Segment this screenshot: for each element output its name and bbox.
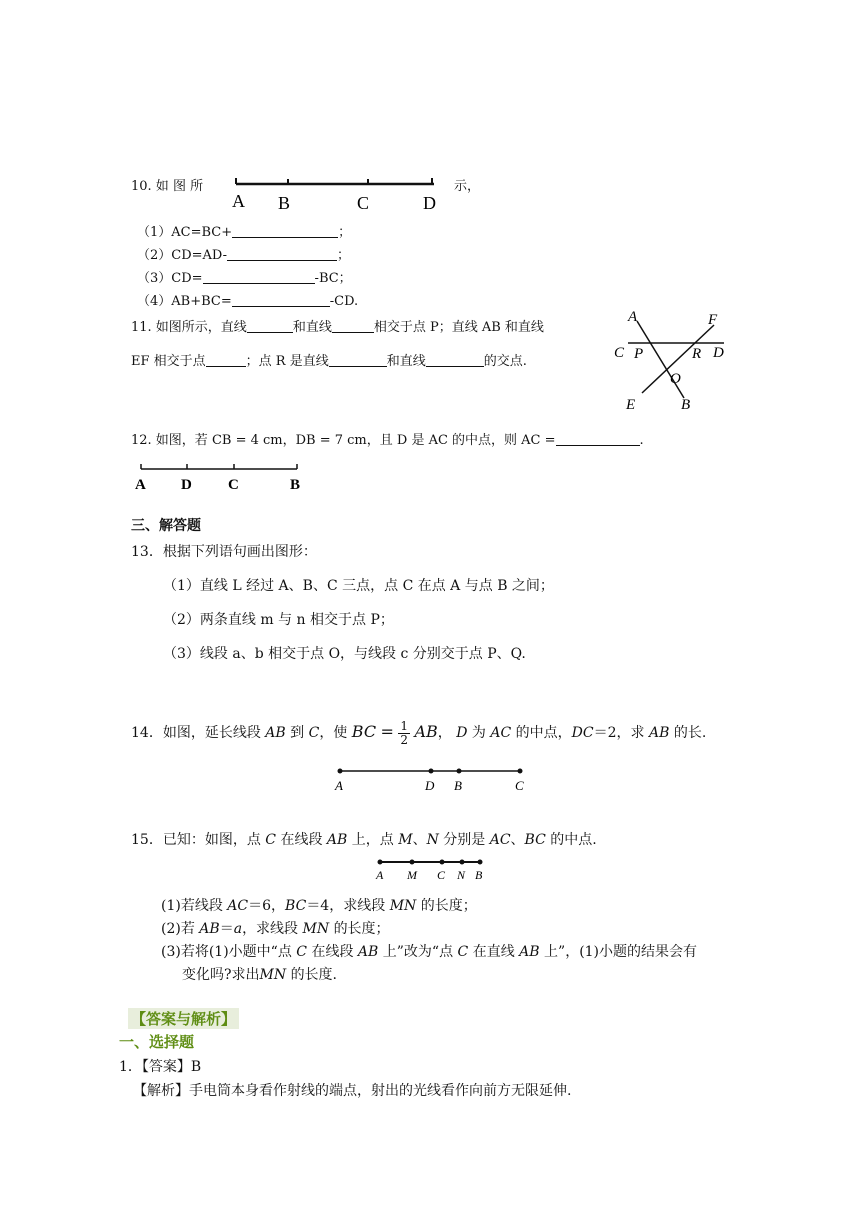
answer-blank[interactable]	[203, 270, 315, 284]
q15-label-a: A	[376, 868, 384, 882]
answer-blank[interactable]	[426, 353, 484, 367]
q14-text: 14．如图，延长线段 AB 到 C，使 BC = $\frac{1}{2}$ AB， D 为 AC 的中点，DC＝2，求 AB 的长.	[131, 718, 707, 747]
q13-item-3: （3）线段 a、b 相交于点 O，与线段 c 分别交于点 P、Q.	[163, 646, 526, 662]
q10-prefix: 10. 如 图 所	[131, 179, 204, 194]
answer-blank[interactable]	[227, 247, 337, 261]
q10-suffix: 示，	[454, 179, 481, 194]
answers-heading: 【答案与解析】	[128, 1008, 239, 1029]
q15-point-c	[440, 860, 445, 865]
q15-part-3-cont: 变化吗?求出MN 的长度.	[182, 967, 338, 983]
q12-segment-figure	[130, 460, 310, 494]
q15-intro: 15．已知：如图，点 C 在线段 AB 上，点 M、N 分别是 AC、BC 的中点.	[131, 832, 597, 848]
q10-label-a: A	[232, 191, 245, 211]
fraction-one-half: $\frac{1}{2}$	[400, 718, 409, 747]
q15-label-m: M	[407, 868, 417, 882]
answer-blank[interactable]	[556, 432, 640, 446]
section-3-heading: 三、解答题	[131, 518, 201, 534]
answer-blank[interactable]	[329, 353, 387, 367]
q14-point-d	[429, 769, 434, 774]
q13-item-1: （1）直线 L 经过 A、B、C 三点，点 C 在点 A 与点 B 之间；	[163, 578, 554, 594]
q11-line-1: 11. 如图所示，直线 和直线 相交于点 P；直线 AB 和直线	[131, 320, 544, 335]
q10-label-d: D	[423, 193, 436, 213]
q12-text: 12. 如图，若 CB = 4 cm，DB = 7 cm，且 D 是 AC 的中点，则 AC = .	[131, 433, 644, 448]
answer-blank[interactable]	[247, 319, 293, 333]
answers-section-1: 一、选择题	[119, 1033, 195, 1051]
q10-item-3: （3）CD= -BC；	[137, 271, 352, 286]
q15-part-3: (3)若将(1)小题中“点 C 在线段 AB 上”改为“点 C 在直线 AB 上”，(1)小题的结果会有	[161, 944, 698, 960]
q11-label-r: R	[692, 346, 702, 362]
q11-label-c: C	[614, 345, 625, 361]
q11-label-p: P	[634, 346, 644, 362]
q12-label-b: B	[290, 477, 301, 493]
q11-label-o: O	[670, 371, 681, 387]
q14-segment-figure	[330, 762, 530, 796]
q10-item-4: （4）AB+BC= -CD.	[137, 294, 359, 309]
q13-title: 13．根据下列语句画出图形：	[131, 544, 317, 560]
q13-item-2: （2）两条直线 m 与 n 相交于点 P；	[163, 612, 394, 628]
q15-label-c: C	[437, 868, 446, 882]
q11-intersecting-lines-figure	[612, 303, 736, 413]
q15-part-1: (1)若线段 AC＝6，BC＝4，求线段 MN 的长度；	[161, 898, 477, 914]
answer-blank[interactable]	[232, 224, 338, 238]
answer-1-label: 1．【答案】B	[119, 1059, 202, 1075]
q11-line-2: EF 相交于点 ；点 R 是直线 和直线 的交点.	[131, 354, 527, 369]
answer-1-explanation: 【解析】手电筒本身看作射线的端点，射出的光线看作向前方无限延伸.	[133, 1083, 572, 1099]
q10-label-c: C	[357, 193, 370, 213]
q10-item-2: （2）CD=AD- ；	[137, 248, 350, 263]
q15-point-m	[410, 860, 415, 865]
q14-label-c: C	[515, 778, 524, 793]
q15-segment-figure	[370, 853, 490, 883]
answer-blank[interactable]	[206, 353, 246, 367]
q11-label-d: D	[713, 345, 724, 361]
q14-point-c	[518, 769, 523, 774]
q14-label-d: D	[425, 778, 435, 793]
q12-label-d: D	[181, 477, 192, 493]
q15-point-n	[460, 860, 465, 865]
q14-label-a: A	[335, 778, 343, 793]
q11-label-b: B	[681, 397, 691, 413]
q11-label-a: A	[628, 309, 638, 325]
q10-label-b: B	[278, 193, 291, 213]
q15-part-2: (2)若 AB＝a，求线段 MN 的长度；	[161, 921, 390, 937]
q14-point-a	[338, 769, 343, 774]
q12-label-a: A	[135, 477, 146, 493]
q14-point-b	[457, 769, 462, 774]
q10-segment-figure	[230, 174, 440, 216]
q15-point-a	[378, 860, 383, 865]
q14-label-b: B	[454, 778, 462, 793]
q11-label-e: E	[626, 397, 636, 413]
q10-item-1: （1）AC=BC+ ；	[137, 225, 352, 240]
answer-blank[interactable]	[232, 293, 330, 307]
q11-label-f: F	[708, 312, 718, 328]
answer-blank[interactable]	[332, 319, 374, 333]
q15-point-b	[478, 860, 483, 865]
q12-label-c: C	[228, 477, 239, 493]
q15-label-b: B	[475, 868, 483, 882]
q15-label-n: N	[457, 868, 466, 882]
